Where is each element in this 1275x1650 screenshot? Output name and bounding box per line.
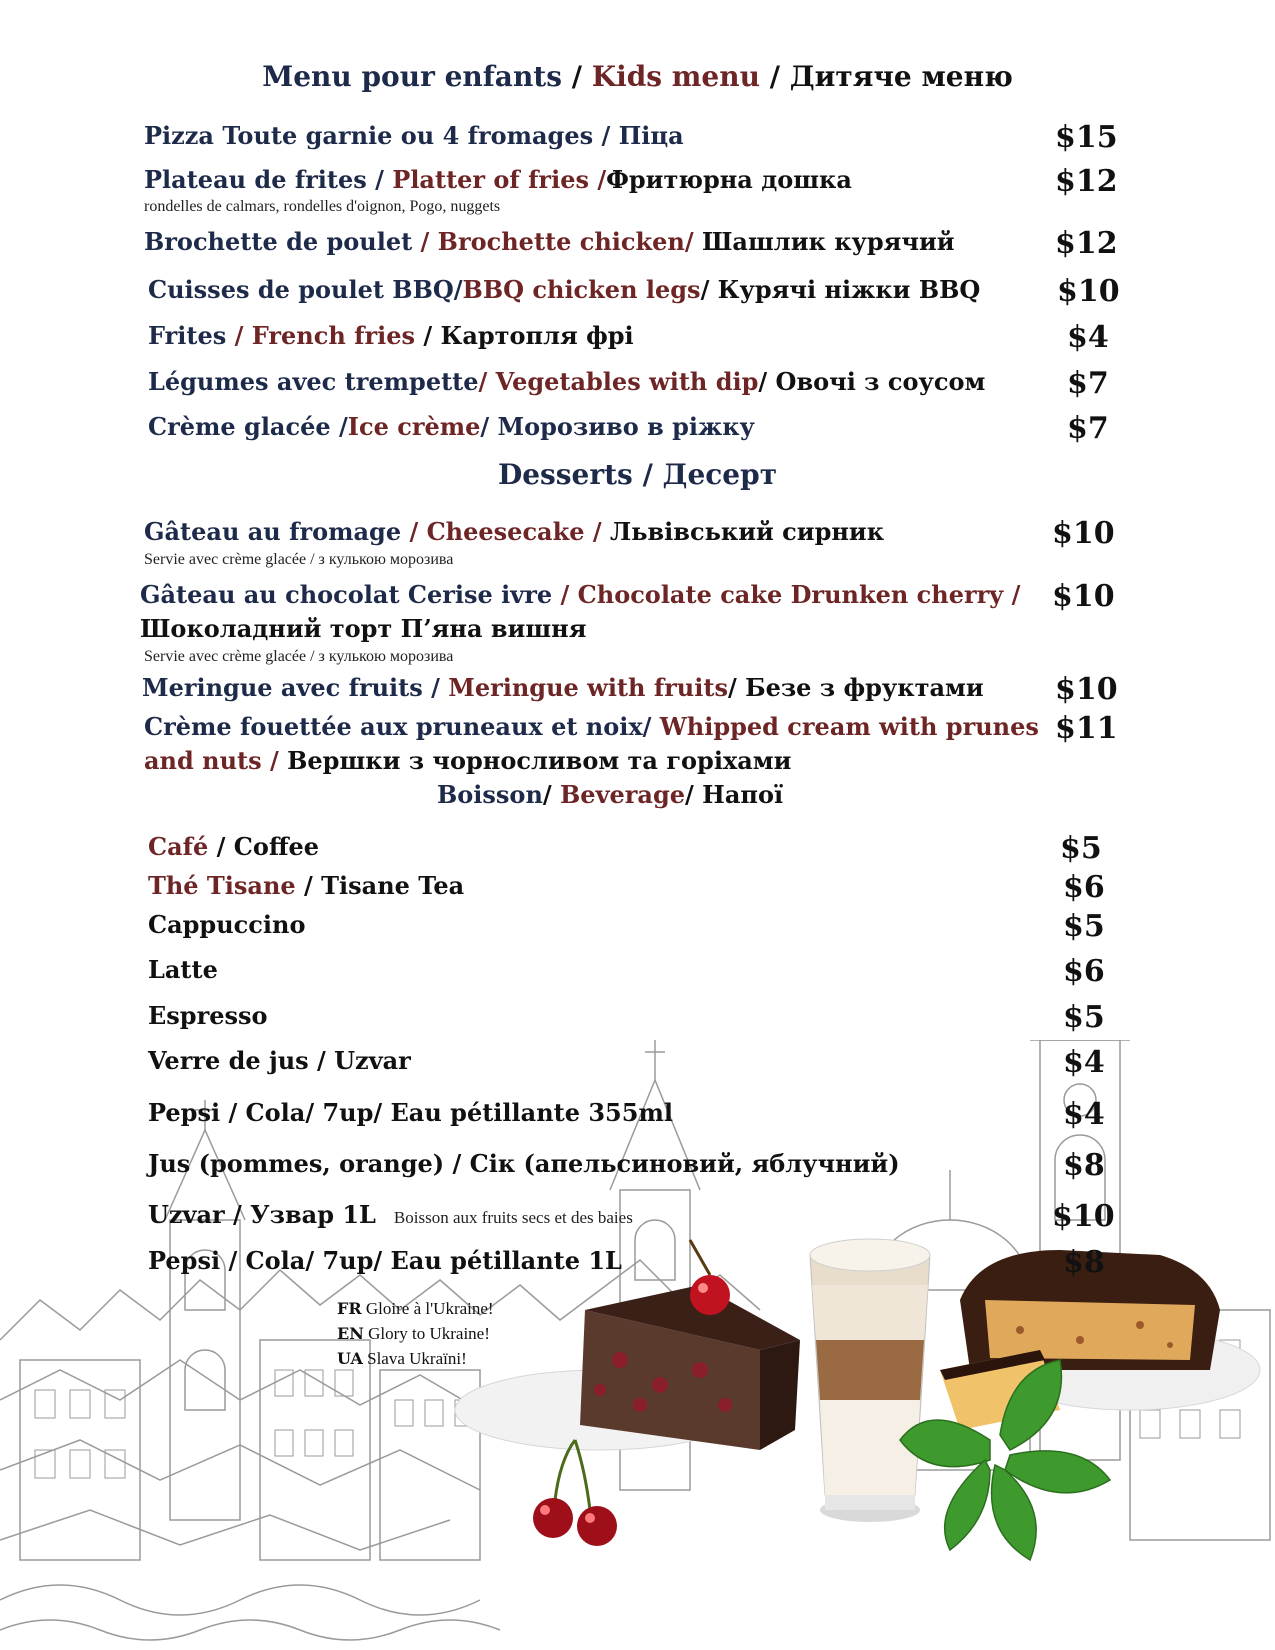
- price-ice-cream: $7: [1067, 411, 1109, 446]
- beverage-item-espresso: Espresso: [148, 1001, 268, 1030]
- price-soda-1l: $8: [1063, 1245, 1105, 1280]
- heading-en: Kids menu: [591, 60, 760, 93]
- price-juice: $8: [1063, 1148, 1105, 1183]
- dessert-item-chocolate-cake-ua: Шоколадний торт П’яна вишня: [140, 614, 587, 643]
- price-uzvar: $10: [1052, 1199, 1115, 1234]
- kids-item-brochette: Brochette de poulet / Brochette chicken/ Шашлик курячий: [144, 227, 955, 256]
- dessert-item-whipped-cream: Crème fouettée aux pruneaux et noix/ Whipped cream with prunes: [144, 712, 1039, 741]
- kids-item-pizza: Pizza Toute garnie ou 4 fromages / Піца: [144, 121, 684, 150]
- cherries-image: [533, 1440, 617, 1546]
- beverage-item-juice: Jus (pommes, orange) / Сік (апельсиновий, яблучний): [148, 1149, 900, 1178]
- beverage-item-uzvar: Uzvar / Узвар 1L Boisson aux fruits secs et des baies: [148, 1200, 633, 1229]
- kids-item-fries: Frites / French fries / Картопля фрі: [148, 321, 634, 350]
- beverage-item-latte: Latte: [148, 955, 218, 984]
- price-brochette: $12: [1055, 226, 1118, 261]
- note-cheesecake: Servie avec crème glacée / з кулькою морозива: [144, 551, 454, 568]
- kids-item-platter-fries: Plateau de frites / Platter of fries /Фритюрна дошка: [144, 165, 852, 194]
- glory-to-ukraine: [337, 1296, 494, 1371]
- price-coffee: $5: [1060, 831, 1102, 866]
- price-latte: $6: [1063, 954, 1105, 989]
- note-chocolate-cake: Servie avec crème glacée / з кулькою морозива: [144, 648, 454, 665]
- price-juice-glass: $4: [1063, 1045, 1105, 1080]
- kids-item-bbq-legs: Cuisses de poulet BBQ/BBQ chicken legs/ Курячі ніжки BBQ: [148, 275, 981, 304]
- beverage-item-cappuccino: Cappuccino: [148, 910, 306, 939]
- glory-fr: FR Gloire à l'Ukraine!: [337, 1299, 494, 1318]
- note-platter-fries: rondelles de calmars, rondelles d'oignon, Pogo, nuggets: [144, 198, 501, 215]
- dessert-item-whipped-cream-2: and nuts / Вершки з чорносливом та горіхами: [144, 746, 792, 775]
- dessert-item-meringue: Meringue avec fruits / Meringue with fruits/ Безе з фруктами: [142, 673, 984, 702]
- beverage-heading: Boisson/ Beverage/ Напої: [437, 780, 784, 809]
- price-fries: $4: [1067, 320, 1109, 355]
- beverage-item-coffee: Café / Coffee: [148, 832, 320, 861]
- beverage-item-juice-glass: Verre de jus / Uzvar: [148, 1046, 411, 1075]
- price-vegetables: $7: [1067, 366, 1109, 401]
- kids-menu-heading: Menu pour enfants / Kids menu / Дитяче меню: [262, 60, 1013, 93]
- latte-glass-image: [810, 1239, 930, 1522]
- price-soda-355: $4: [1063, 1097, 1105, 1132]
- kids-item-vegetables: Légumes avec trempette/ Vegetables with dip/ Овочі з соусом: [148, 367, 986, 396]
- price-chocolate-cake: $10: [1052, 579, 1115, 614]
- price-cheesecake: $10: [1052, 516, 1115, 551]
- price-cappuccino: $5: [1063, 909, 1105, 944]
- note-uzvar: Boisson aux fruits secs et des baies: [393, 1208, 633, 1227]
- price-meringue: $10: [1055, 672, 1118, 707]
- dessert-item-cheesecake: Gâteau au fromage / Cheesecake / Львівський сирник: [144, 517, 885, 546]
- price-pizza: $15: [1055, 120, 1118, 155]
- price-tea: $6: [1063, 870, 1105, 905]
- price-bbq-legs: $10: [1057, 274, 1120, 309]
- glory-en: EN Glory to Ukraine!: [337, 1324, 490, 1343]
- price-espresso: $5: [1063, 1000, 1105, 1035]
- beverage-item-soda-1l: Pepsi / Cola/ 7up/ Eau pétillante 1L: [148, 1246, 622, 1275]
- heading-fr: Menu pour enfants: [262, 60, 562, 93]
- glory-ua: UA Slava Ukraïni!: [337, 1349, 467, 1368]
- beverage-item-soda-355: Pepsi / Cola/ 7up/ Eau pétillante 355ml: [148, 1098, 673, 1127]
- kids-item-ice-cream: Crème glacée /Ice crème/ Морозиво в ріжку: [148, 412, 755, 441]
- beverage-item-tea: Thé Tisane / Tisane Tea: [148, 871, 465, 900]
- dessert-item-chocolate-cake: Gâteau au chocolat Cerise ivre / Chocolate cake Drunken cherry /: [140, 580, 1021, 609]
- price-platter-fries: $12: [1055, 164, 1118, 199]
- heading-ua: Дитяче меню: [789, 60, 1013, 93]
- desserts-heading: Desserts / Десерт: [497, 458, 778, 491]
- price-whipped-cream: $11: [1055, 711, 1118, 746]
